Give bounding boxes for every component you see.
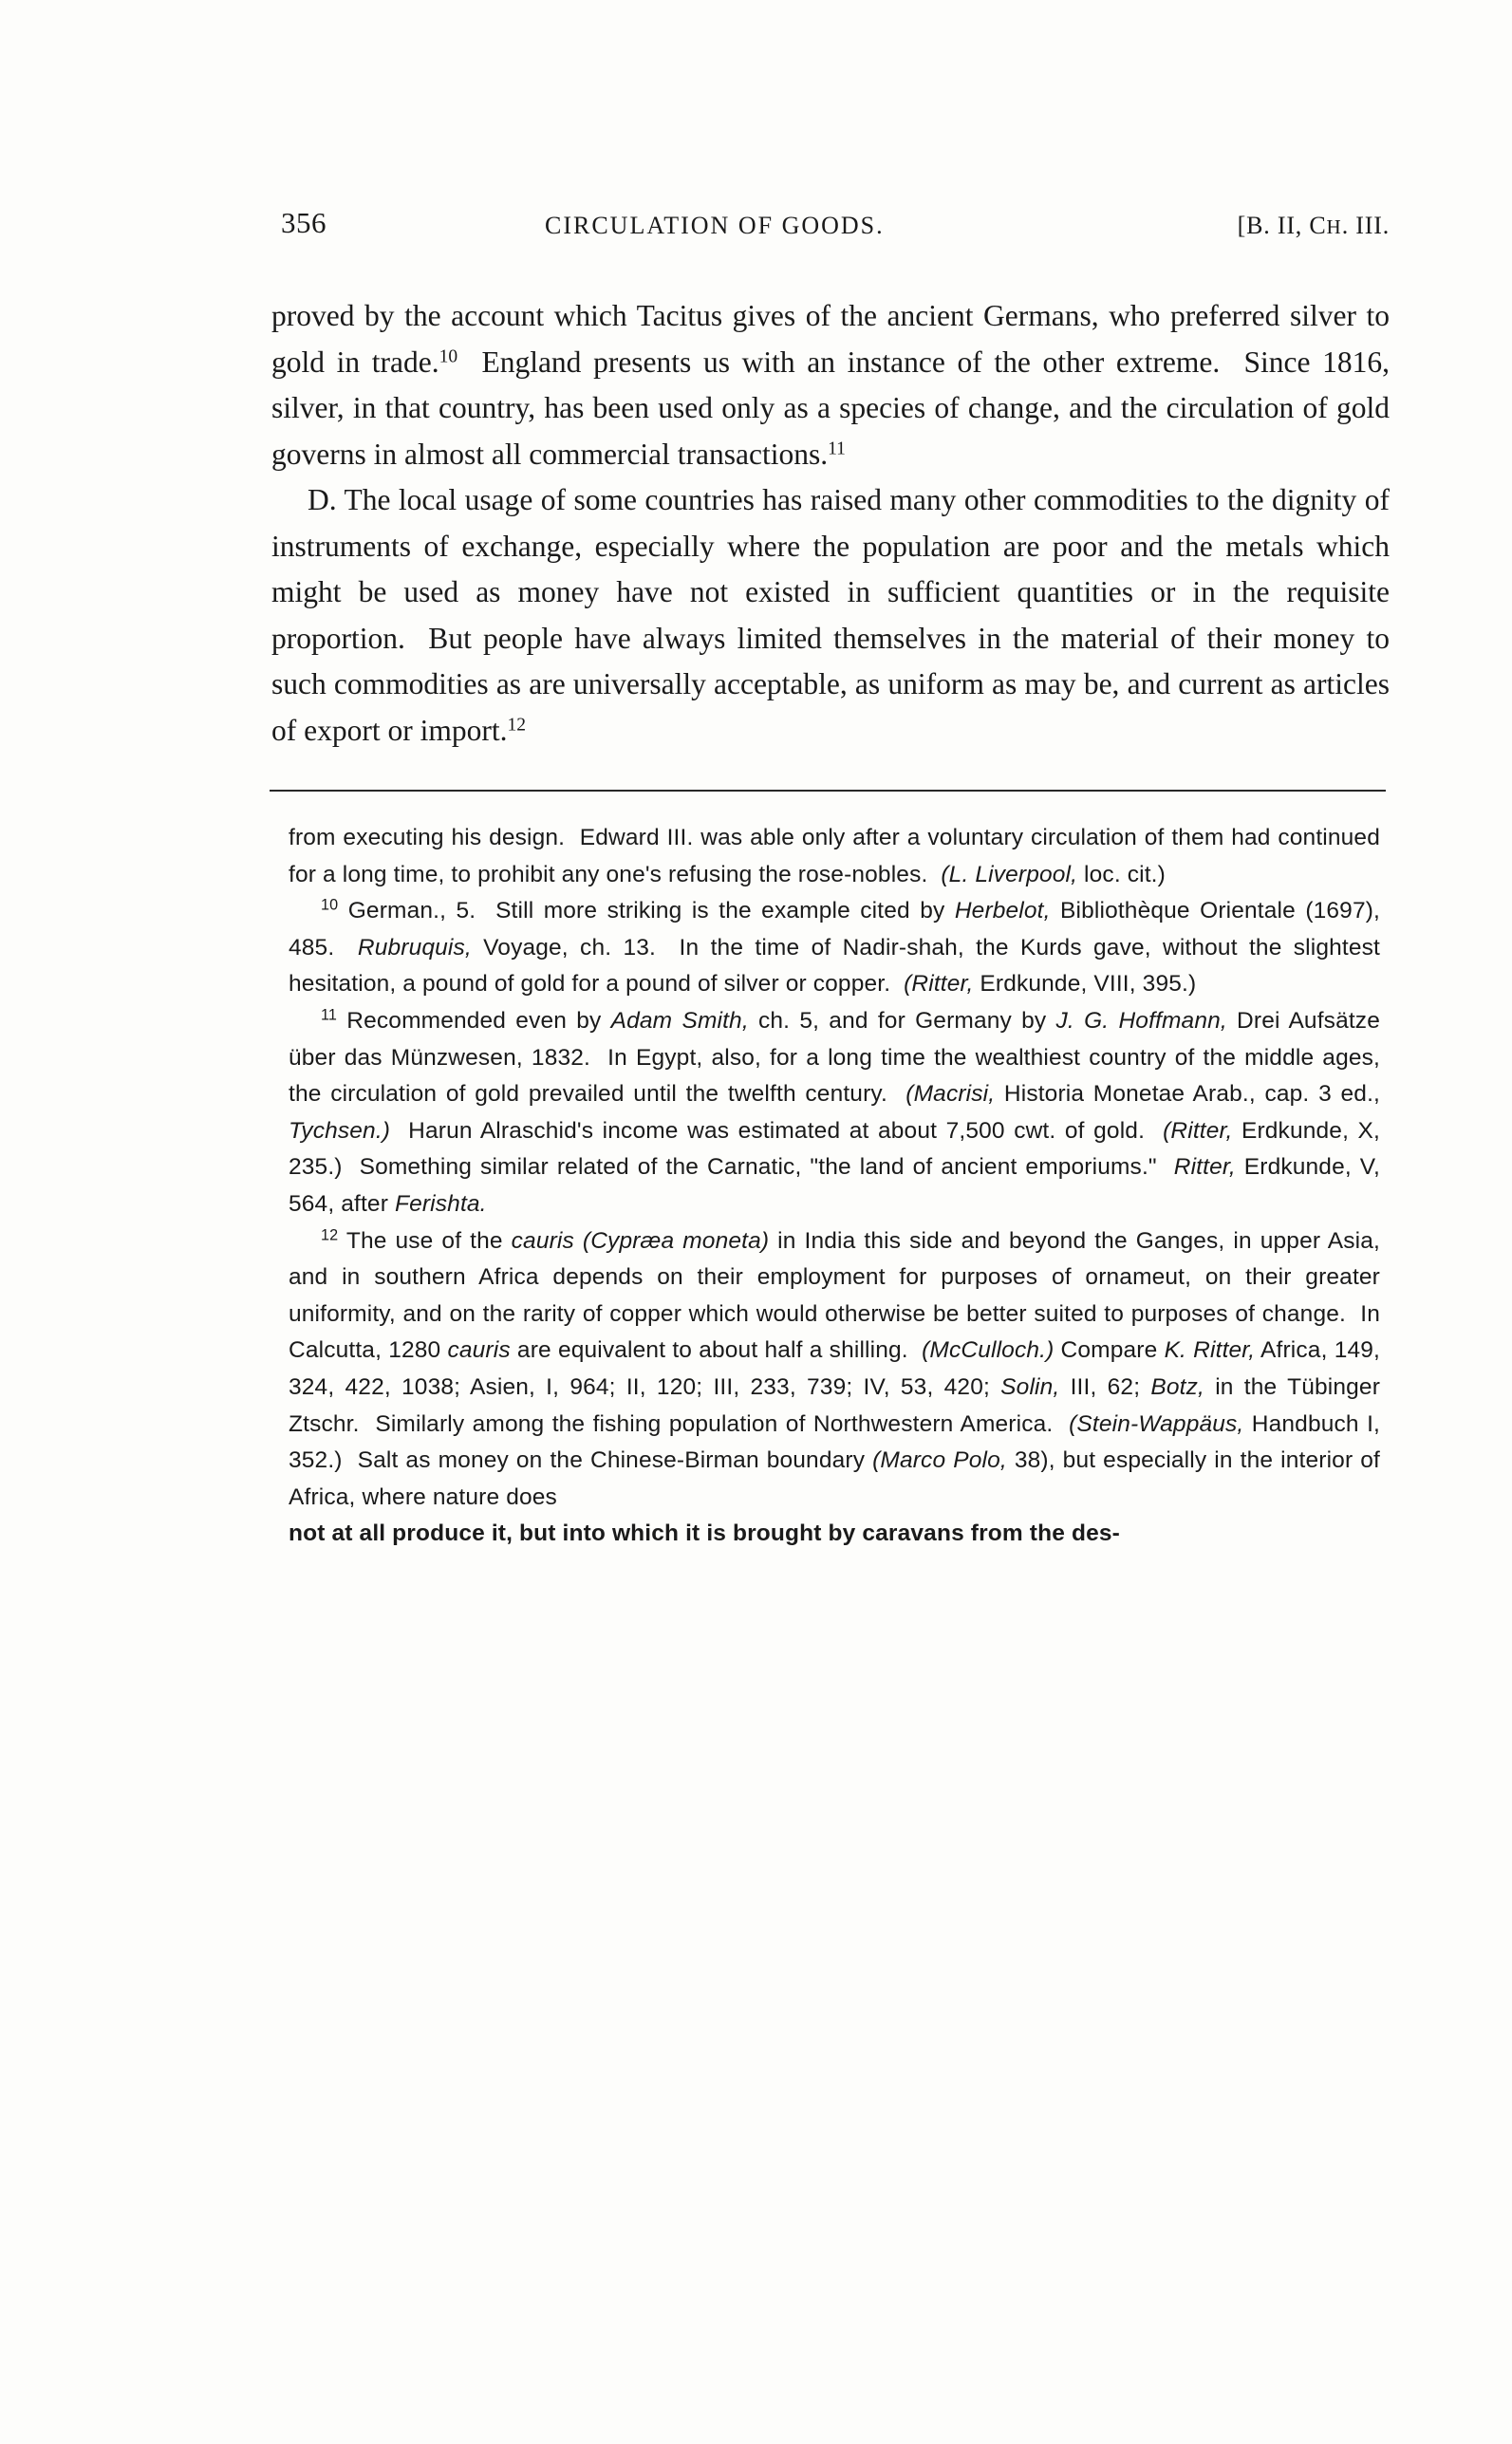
footnote-continued: from executing his design. Edward III. was able only after a voluntary circulation of them had continued for a long time, to prohibit any one's refusing the rose-nobles. (L. Liverpool, loc. cit.) [289,825,1380,887]
running-head [268,204,1397,253]
footnote-block [289,820,1380,1553]
footnote-11: $^{11}$ Recommended even by Adam Smith, ch. 5, and for Germany by J. G. Hoffmann, Drei Aufsätze über das Münzwesen, 1832. In Egypt, also, for a long time the wealthiest country of the middle ages, the circulation of gold prevailed until the twelfth century. (Macrisi, Historia Monetae Arab., cap. 3 ed., Tychsen.) Harun Alraschid's income was estimated at about 7,500 cwt. of gold. (Ritter, Erdkunde, X, 235.) Something similar related of the Carnatic, "the land of ancient emporiums." Ritter, Erdkunde, V, 564, after Ferishta. [289,1006,1380,1217]
running-reference-bracket: [B. II, C [1237,212,1327,239]
running-reference-smallcap: H [1326,215,1342,238]
footnote-12: $^{12}$ The use of the cauris (Cypræa moneta) in India this side and beyond the Ganges, in upper Asia, and in southern Africa depends on their employment for purposes of ornameut, on their greater uniformity, and on the rarity of copper which would otherwise be better suited to purposes of change. In Calcutta, 1280 cauris are equivalent to about half a shilling. (McCulloch.) Compare K. Ritter, Africa, 149, 324, 422, 1038; Asien, I, 964; II, 120; III, 233, 739; IV, 53, 420; Solin, III, 62; Botz, in the Tübinger Ztschr. Similarly among the fishing population of Northwestern America. (Stein-Wappäus, Handbuch I, 352.) Salt as money on the Chinese-Birman boundary (Marco Polo, 38), but especially in the interior of Africa, where nature does [289,1226,1381,1510]
paragraph-1: proved by the account which Tacitus gives of the ancient Germans, who preferred silver to gold in trade.$^{10}$ England presents us with an instance of the other extreme. Since 1816, silver, in that country, has been used only as a species of change, and the circulation of gold governs in almost all commercial transactions.$^{11}$ [271,299,1390,471]
running-title: CIRCULATION OF GOODS. [545,212,885,239]
running-reference-mid: . III [1341,212,1383,239]
footnote-divider [270,790,1386,792]
paragraph-2: D. The local usage of some countries has raised many other commodities to the dignity of instruments of exchange, especially where the population are poor and the metals which might be used as money have not existed in sufficient quantities or in the requisite proportion. But people have always limited themselves in the material of their money to such commodities as are universally acceptable, as uniform as may be, and current as articles of export or import.$^{12}$ [271,483,1390,747]
page-number: 356 [281,206,327,239]
page-content [268,204,1397,1553]
running-reference [1238,212,1390,240]
footnote-catchline: not at all produce it, but into which it is brought by caravans from the des- [289,1521,1120,1547]
running-reference-end: . [1382,212,1390,239]
footnote-10: $^{10}$ German., 5. Still more striking is the example cited by Herbelot, Bibliothèque Orientale (1697), 485. Rubruquis, Voyage, ch. 13. In the time of Nadir-shah, the Kurds gave, without the slightest hesitation, a pound of gold for a pound of silver or copper. (Ritter, Erdkunde, VIII, 395.) [289,896,1380,998]
body-text [271,293,1390,754]
